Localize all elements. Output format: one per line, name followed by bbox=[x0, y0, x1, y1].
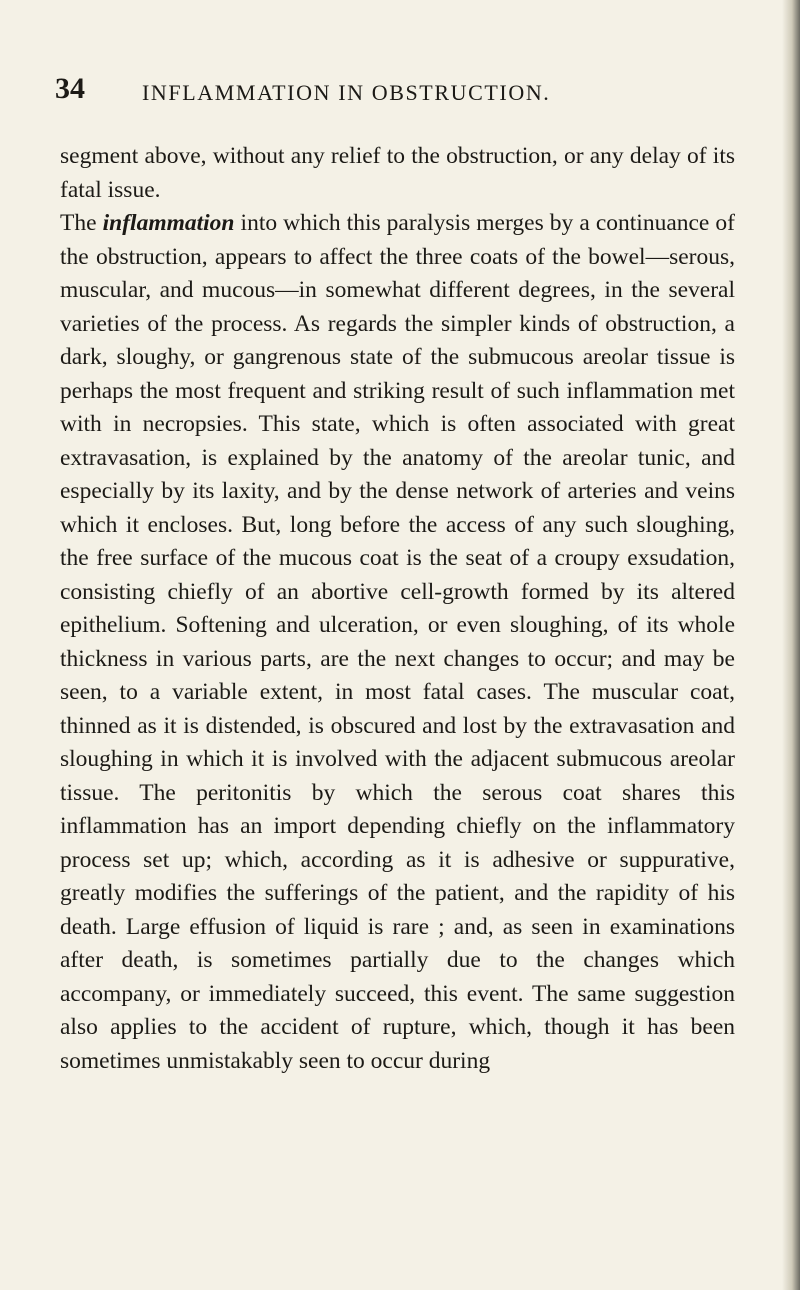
emphasized-term: inflammation bbox=[102, 210, 235, 236]
paragraph-continuation: segment above, without any relief to the obstruction, or any delay of its fatal issue. bbox=[60, 143, 735, 203]
page-edge-shadow bbox=[782, 0, 800, 1290]
paragraph-lead: The bbox=[60, 210, 103, 236]
paragraph-text: into which this paralysis merges by a continuance of the obstruction, appears to affect the three coats of the bowel—serous, muscular, and mucous—in somewhat different degrees, in the several varieties of the process. As regards the simpler kinds of obstruction, a dark, sloughy, or gangrenous state of the submucous areolar tissue is perhaps the most frequent and striking result of such inflammation met with in necropsies. This state, which is often associated with great extravasation, is explained by the anatomy of the areolar tunic, and especially by its laxity, and by the dense network of arteries and veins which it encloses. But, long before the access of any such sloughing, the free surface of the mucous coat is the seat of a croupy exsudation, consisting chiefly of an abortive cell-growth formed by its altered epithelium. Softening and ulceration, or even sloughing, of its whole thickness in various parts, are the next changes to occur; and may be seen, to a variable extent, in most fatal cases. The muscular coat, thinned as it is distended, is obscured and lost by the extravasation and sloughing in which it is involved with the adjacent submucous areolar tissue. The peritonitis by which the serous coat shares this inflammation has an import depending chiefly on the inflammatory process set up; which, according as it is adhesive or suppurative, greatly modifies the sufferings of the patient, and the rapidity of his death. Large effusion of liquid is rare ; and, as seen in examinations after death, is sometimes partially due to the changes which accompany, or immediately succeed, this event. The same suggestion also applies to the accident of rupture, which, though it has been sometimes unmistakably seen to occur during bbox=[60, 210, 735, 1074]
running-head: INFLAMMATION IN OBSTRUCTION. bbox=[142, 80, 551, 105]
body-text bbox=[60, 140, 735, 1078]
page-number: 34 bbox=[55, 72, 85, 105]
paragraph-inflammation bbox=[60, 207, 735, 1078]
